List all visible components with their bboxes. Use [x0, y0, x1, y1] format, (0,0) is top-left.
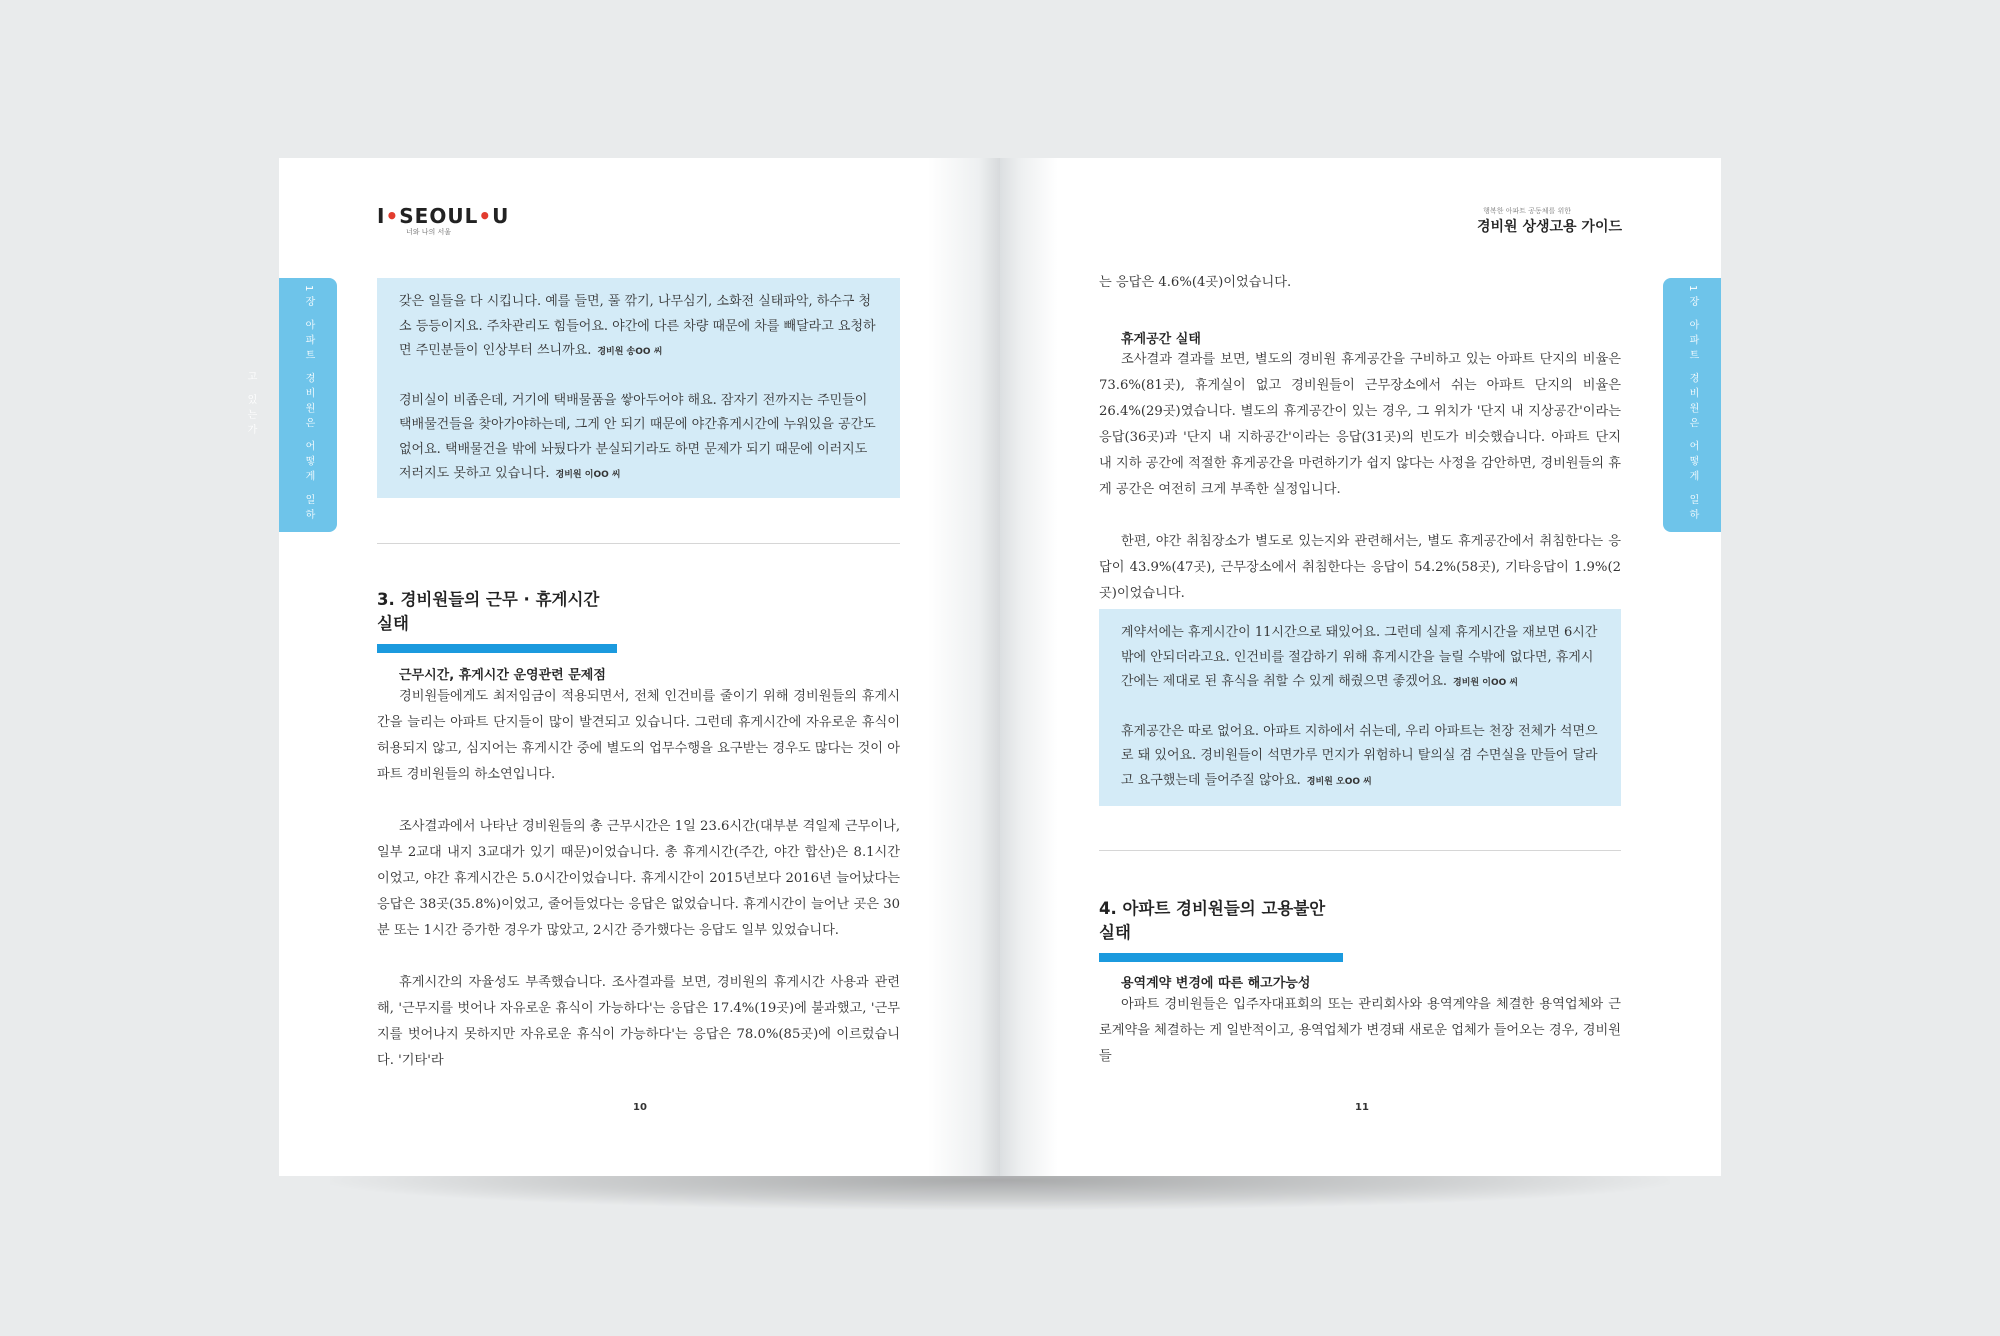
running-head-subtitle: 행복한 아파트 공동체를 위한	[1483, 207, 1571, 215]
quote-source: 경비원 이OO 씨	[1453, 678, 1519, 688]
body-paragraph: 조사결과에서 나타난 경비원들의 총 근무시간은 1일 23.6시간(대부분 격일제 근무이나, 일부 2교대 내지 3교대가 있기 때문)이었습니다. 총 휴게시간(주간, 야간 합산)은 8.1시간이었고, 야간 휴게시간은 5.0시간이었습니다. 휴게시간이 2015년보다 2016년 늘어났다는 응답은 38곳(35.8%)이었고, 줄어들었다는 응답은 없었습니다. 휴게시간이 늘어난 곳은 30분 또는 1시간 증가한 경우가 많았고, 2시간 증가했다는 응답도 일부 있었습니다.	[377, 819, 901, 938]
quote-paragraph: 경비실이 비좁은데, 거기에 택배물품을 쌓아두어야 해요. 잠자기 전까지는 주민들이 택배물건들을 찾아가야하는데, 그게 안 되기 때문에 야간휴게시간에 누워있을 공간도 없어요. 택배물건을 밖에 놔뒀다가 분실되기라도 하면 문제가 되기 때문에 이러지도 저러지도 못하고 있습니다. 경비원 이OO 씨	[399, 392, 876, 481]
divider	[377, 543, 900, 544]
page-number-right: 11	[1355, 1102, 1369, 1113]
body-paragraph: 조사결과 결과를 보면, 별도의 경비원 휴게공간을 구비하고 있는 아파트 단지의 비율은 73.6%(81곳), 휴게실이 없고 경비원들이 근무장소에서 쉬는 아파트 단지의 비율은 26.4%(29곳)였습니다. 별도의 휴게공간이 있는 경우, 그 위치가 '단지 내 지상공간'이라는 응답(36곳)과 '단지 내 지하공간'이라는 응답(31곳)의 빈도가 비슷했습니다. 아파트 단지 내 지하 공간에 적절한 휴게공간을 마련하기가 쉽지 않다는 사정을 감안하면, 경비원들의 휴게 공간은 여전히 크게 부족한 실정입니다.	[1099, 352, 1621, 497]
body-paragraph: 는 응답은 4.6%(4곳)이었습니다.	[1099, 275, 1292, 290]
body-paragraph: 휴게시간의 자율성도 부족했습니다. 조사결과를 보면, 경비원의 휴게시간 사용과 관련해, '근무지를 벗어나 자유로운 휴식이 가능하다'는 응답은 17.4%(19곳)에 불과했고, '근무지를 벗어나지 못하지만 자유로운 휴식이 가능하다'는 응답은 78.0%(85곳)에 이르렀습니다. '기타'라	[377, 975, 900, 1068]
right-page	[1000, 158, 1721, 1176]
quote-paragraph: 갖은 일들을 다 시킵니다. 예를 들면, 풀 깎기, 나무심기, 소화전 실태파악, 하수구 청소 등등이지요. 주차관리도 힘들어요. 야간에 다른 차량 때문에 차를 빼달라고 요청하면 주민분들이 인상부터 쓰니까요. 경비원 송OO 씨	[399, 294, 876, 358]
left-page	[245, 158, 1000, 1176]
page-number-left: 10	[633, 1102, 647, 1113]
chapter-tab-right: 1장 아파트 경비원은 어떻게 일하고 있는가	[1663, 278, 1721, 532]
quote-source: 경비원 이OO 씨	[555, 470, 621, 480]
subsection-title: 휴게공간 실태	[1121, 332, 1201, 347]
body-paragraph: 한편, 야간 취침장소가 별도로 있는지와 관련해서는, 별도 휴게공간에서 취침한다는 응답이 43.9%(47곳), 근무장소에서 취침한다는 응답이 54.2%(58곳), 기타응답이 1.9%(2곳)이었습니다.	[1099, 534, 1621, 601]
quote-paragraph: 휴게공간은 따로 없어요. 아파트 지하에서 쉬는데, 우리 아파트는 천장 전체가 석면으로 돼 있어요. 경비원들이 석면가루 먼지가 위험하니 탈의실 겸 수면실을 만들어 달라고 요구했는데 들어주질 않아요. 경비원 오OO 씨	[1121, 723, 1598, 788]
quote-source: 경비원 송OO 씨	[597, 347, 663, 357]
interview-quote-box-right	[1099, 609, 1621, 806]
section-title-3: 3. 경비원들의 근무 · 휴게시간 실태	[377, 586, 617, 653]
seoul-logo: I•SEOUL•U	[377, 204, 510, 228]
body-paragraph: 경비원들에게도 최저임금이 적용되면서, 전체 인건비를 줄이기 위해 경비원들의 휴게시간을 늘리는 아파트 단지들이 많이 발견되고 있습니다. 그런데 휴게시간에 자유로운 휴식이 허용되지 않고, 심지어는 휴게시간 중에 별도의 업무수행을 요구받는 경우도 많다는 것이 아파트 경비원들의 하소연입니다.	[377, 689, 900, 782]
quote-paragraph: 계약서에는 휴게시간이 11시간으로 돼있어요. 그런데 실제 휴게시간을 재보면 6시간밖에 안되더라고요. 인건비를 절감하기 위해 휴게시간을 늘릴 수밖에 없다면, 휴게시간에는 제대로 된 휴식을 취할 수 있게 해줬으면 좋겠어요. 경비원 이OO 씨	[1121, 625, 1598, 689]
running-head-title: 경비원 상생고용 가이드	[1477, 219, 1622, 235]
body-paragraph: 아파트 경비원들은 입주자대표회의 또는 관리회사와 용역계약을 체결한 용역업체와 근로계약을 체결하는 게 일반적이고, 용역업체가 변경돼 새로운 업체가 들어오는 경우, 경비원들	[1099, 997, 1621, 1064]
subsection-title: 용역계약 변경에 따른 해고가능성	[1121, 976, 1311, 991]
subsection-title: 근무시간, 휴게시간 운영관련 문제점	[399, 668, 606, 683]
logo-subtitle: 너와 나의 서울	[406, 228, 452, 236]
divider	[1099, 850, 1621, 851]
chapter-tab-left: 1장 아파트 경비원은 어떻게 일하고 있는가	[279, 278, 337, 532]
interview-quote-box-left	[377, 278, 900, 498]
quote-source: 경비원 오OO 씨	[1306, 776, 1372, 787]
section-title-4: 4. 아파트 경비원들의 고용불안 실태	[1099, 895, 1343, 962]
